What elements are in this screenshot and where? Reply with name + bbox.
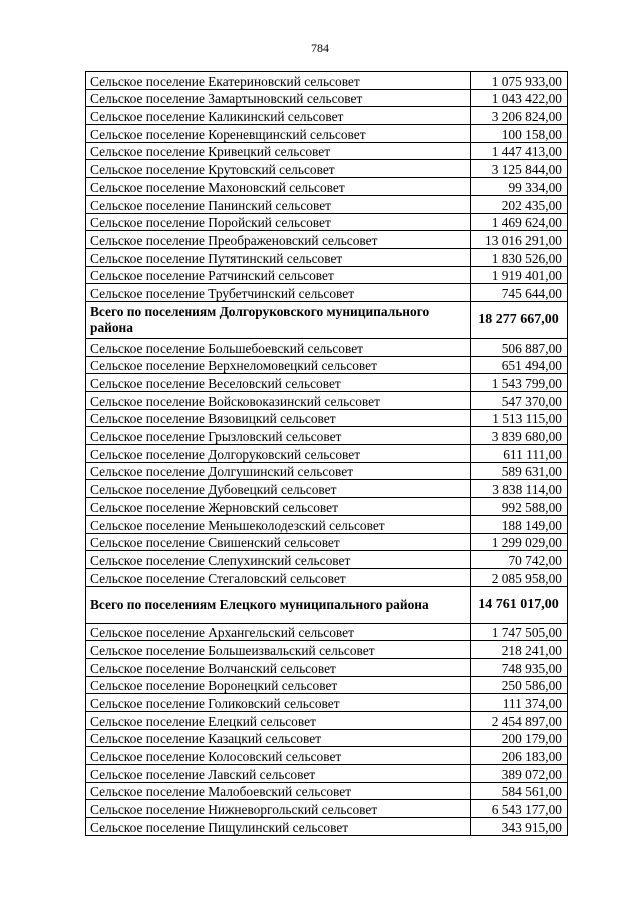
table-row: [86, 107, 568, 125]
table-row: [86, 498, 568, 516]
table-row: [86, 800, 568, 818]
settlement-name: Сельское поселение Архангельский сельсовет: [86, 623, 471, 641]
table-row: [86, 533, 568, 551]
settlement-amount: 111 374,00: [471, 694, 568, 712]
table-row: [86, 392, 568, 410]
settlement-amount: 3 206 824,00: [471, 107, 568, 125]
settlement-name: Сельское поселение Елецкий сельсовет: [86, 712, 471, 730]
settlement-name: Сельское поселение Большеизвальский сельсовет: [86, 641, 471, 659]
settlement-name: Сельское поселение Жерновский сельсовет: [86, 498, 471, 516]
settlement-name: Сельское поселение Нижневоргольский сельсовет: [86, 800, 471, 818]
settlement-name: Сельское поселение Екатериновский сельсовет: [86, 72, 471, 90]
settlement-amount: 589 631,00: [471, 462, 568, 480]
table-row: [86, 195, 568, 213]
settlement-amount: 343 915,00: [471, 818, 568, 836]
settlement-name: Сельское поселение Стегаловский сельсовет: [86, 568, 471, 586]
settlement-amount: 651 494,00: [471, 356, 568, 374]
settlement-name: Сельское поселение Веселовский сельсовет: [86, 374, 471, 392]
district-total-amount: 14 761 017,00: [471, 586, 568, 623]
settlement-name: Сельское поселение Меньшеколодезский сельсовет: [86, 515, 471, 533]
settlement-amount: 745 644,00: [471, 284, 568, 302]
settlement-amount: 13 016 291,00: [471, 231, 568, 249]
settlement-name: Сельское поселение Пищулинский сельсовет: [86, 818, 471, 836]
settlement-amount: 1 469 624,00: [471, 213, 568, 231]
settlement-name: Сельское поселение Поройский сельсовет: [86, 213, 471, 231]
table-row: [86, 818, 568, 836]
settlements-budget-table: [85, 71, 568, 836]
settlement-name: Сельское поселение Долгоруковский сельсовет: [86, 445, 471, 463]
settlement-name: Сельское поселение Каликинский сельсовет: [86, 107, 471, 125]
district-total-row: [86, 301, 568, 338]
table-row: [86, 266, 568, 284]
table-row: [86, 356, 568, 374]
settlement-name: Сельское поселение Дубовецкий сельсовет: [86, 480, 471, 498]
settlement-amount: 2 085 958,00: [471, 568, 568, 586]
table-row: [86, 125, 568, 143]
settlement-name: Сельское поселение Малобоевский сельсовет: [86, 782, 471, 800]
table-row: [86, 515, 568, 533]
settlement-amount: 206 183,00: [471, 747, 568, 765]
settlement-amount: 992 588,00: [471, 498, 568, 516]
settlement-name: Сельское поселение Войсковоказинский сельсовет: [86, 392, 471, 410]
settlement-amount: 506 887,00: [471, 338, 568, 356]
settlement-amount: 1 543 799,00: [471, 374, 568, 392]
settlement-name: Сельское поселение Долгушинский сельсовет: [86, 462, 471, 480]
table-row: [86, 445, 568, 463]
settlement-amount: 1 043 422,00: [471, 89, 568, 107]
table-row: [86, 284, 568, 302]
settlement-name: Сельское поселение Голиковский сельсовет: [86, 694, 471, 712]
settlement-name: Сельское поселение Кривецкий сельсовет: [86, 142, 471, 160]
table-row: [86, 178, 568, 196]
table-row: [86, 72, 568, 90]
settlement-amount: 1 830 526,00: [471, 248, 568, 266]
settlement-name: Сельское поселение Воронецкий сельсовет: [86, 676, 471, 694]
table-row: [86, 480, 568, 498]
settlement-amount: 748 935,00: [471, 658, 568, 676]
settlement-amount: 1 919 401,00: [471, 266, 568, 284]
settlement-amount: 6 543 177,00: [471, 800, 568, 818]
table-row: [86, 676, 568, 694]
table-row: [86, 712, 568, 730]
table-row: [86, 89, 568, 107]
table-row: [86, 694, 568, 712]
settlement-name: Сельское поселение Трубетчинский сельсовет: [86, 284, 471, 302]
table-row: [86, 160, 568, 178]
settlement-amount: 200 179,00: [471, 729, 568, 747]
district-total-label: Всего по поселениям Долгоруковского муниципального района: [86, 301, 471, 338]
settlement-name: Сельское поселение Верхнеломовецкий сельсовет: [86, 356, 471, 374]
settlement-name: Сельское поселение Замартыновский сельсовет: [86, 89, 471, 107]
settlement-name: Сельское поселение Вязовицкий сельсовет: [86, 409, 471, 427]
settlement-name: Сельское поселение Грызловский сельсовет: [86, 427, 471, 445]
settlement-name: Сельское поселение Преображеновский сельсовет: [86, 231, 471, 249]
table-row: [86, 623, 568, 641]
table-row: [86, 427, 568, 445]
table-row: [86, 462, 568, 480]
settlement-amount: 2 454 897,00: [471, 712, 568, 730]
settlement-name: Сельское поселение Панинский сельсовет: [86, 195, 471, 213]
settlement-name: Сельское поселение Путятинский сельсовет: [86, 248, 471, 266]
settlement-amount: 547 370,00: [471, 392, 568, 410]
settlement-amount: 1 513 115,00: [471, 409, 568, 427]
settlement-name: Сельское поселение Казацкий сельсовет: [86, 729, 471, 747]
settlement-amount: 1 747 505,00: [471, 623, 568, 641]
settlement-name: Сельское поселение Ратчинский сельсовет: [86, 266, 471, 284]
settlement-amount: 1 075 933,00: [471, 72, 568, 90]
settlement-name: Сельское поселение Большебоевский сельсовет: [86, 338, 471, 356]
settlement-amount: 611 111,00: [471, 445, 568, 463]
settlement-amount: 70 742,00: [471, 551, 568, 569]
table-body: [86, 72, 568, 836]
table-row: [86, 338, 568, 356]
settlement-name: Сельское поселение Слепухинский сельсовет: [86, 551, 471, 569]
settlement-amount: 584 561,00: [471, 782, 568, 800]
settlement-name: Сельское поселение Крутовский сельсовет: [86, 160, 471, 178]
district-total-label: Всего по поселениям Елецкого муниципального района: [86, 586, 471, 623]
table-row: [86, 213, 568, 231]
table-row: [86, 658, 568, 676]
settlement-amount: 188 149,00: [471, 515, 568, 533]
settlement-amount: 100 158,00: [471, 125, 568, 143]
table-row: [86, 782, 568, 800]
settlement-amount: 218 241,00: [471, 641, 568, 659]
table-row: [86, 551, 568, 569]
district-total-amount: 18 277 667,00: [471, 301, 568, 338]
settlement-amount: 3 125 844,00: [471, 160, 568, 178]
table-row: [86, 747, 568, 765]
settlement-amount: 99 334,00: [471, 178, 568, 196]
table-row: [86, 641, 568, 659]
table-row: [86, 142, 568, 160]
settlement-amount: 3 838 114,00: [471, 480, 568, 498]
table-row: [86, 409, 568, 427]
settlement-amount: 1 299 029,00: [471, 533, 568, 551]
table-row: [86, 248, 568, 266]
table-row: [86, 568, 568, 586]
settlement-amount: 250 586,00: [471, 676, 568, 694]
page-number: 784: [311, 41, 329, 55]
settlement-name: Сельское поселение Кореневщинский сельсовет: [86, 125, 471, 143]
settlement-name: Сельское поселение Колосовский сельсовет: [86, 747, 471, 765]
settlement-name: Сельское поселение Лавский сельсовет: [86, 765, 471, 783]
settlement-amount: 1 447 413,00: [471, 142, 568, 160]
table-row: [86, 729, 568, 747]
settlement-amount: 202 435,00: [471, 195, 568, 213]
table-row: [86, 231, 568, 249]
table-row: [86, 765, 568, 783]
settlement-name: Сельское поселение Махоновский сельсовет: [86, 178, 471, 196]
settlement-amount: 389 072,00: [471, 765, 568, 783]
table-row: [86, 374, 568, 392]
settlement-amount: 3 839 680,00: [471, 427, 568, 445]
settlement-name: Сельское поселение Свишенский сельсовет: [86, 533, 471, 551]
district-total-row: [86, 586, 568, 623]
settlement-name: Сельское поселение Волчанский сельсовет: [86, 658, 471, 676]
